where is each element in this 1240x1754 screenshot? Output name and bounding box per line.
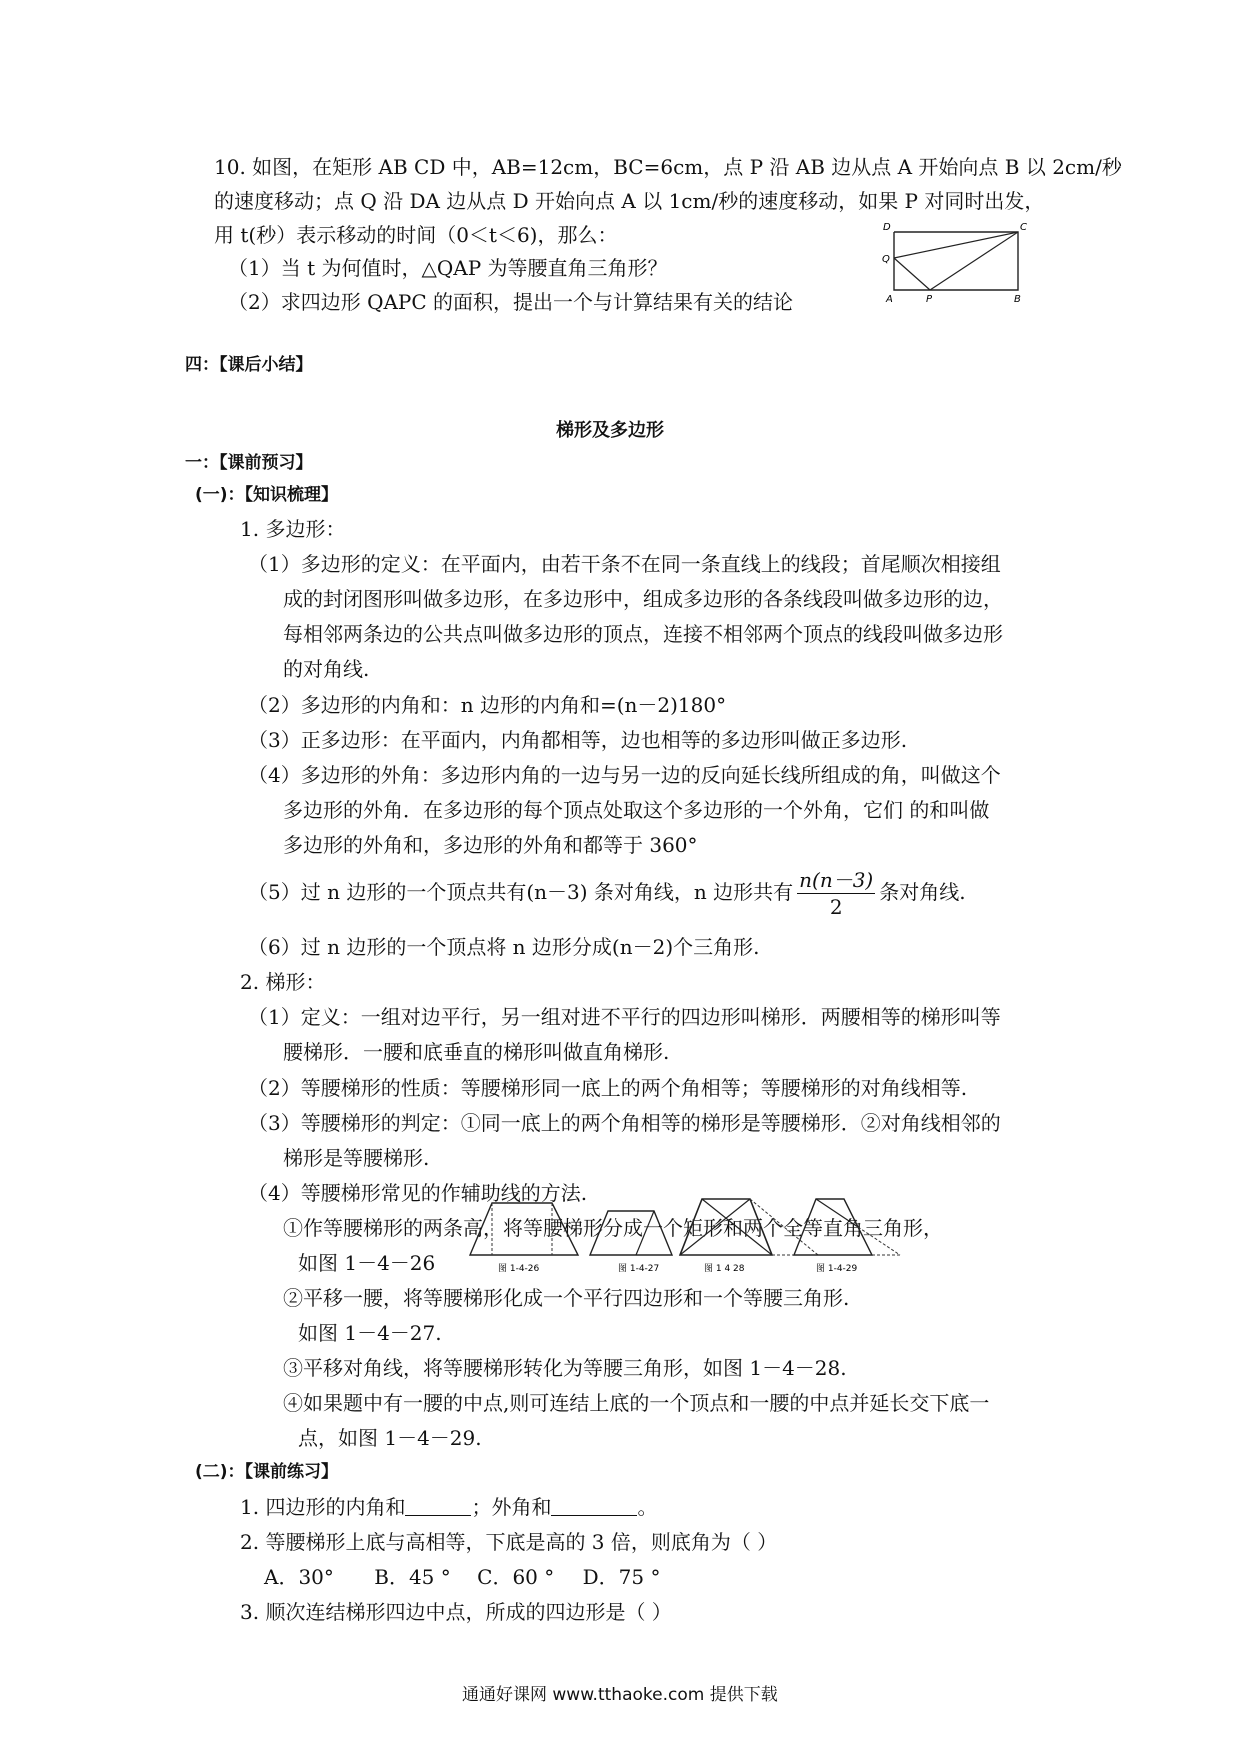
practice-question-1 xyxy=(240,1492,657,1522)
exterior-angle-line-2: 多边形的外角．在多边形的每个顶点处取这个多边形的一个外角，它们 的和叫做 xyxy=(283,798,990,822)
polygon-definition-line-2: 成的封闭图形叫做多边形，在多边形中，组成多边形的各条线段叫做多边形的边， xyxy=(283,587,1003,611)
trapezoid-figures xyxy=(468,1195,908,1277)
diagonal-fraction-denominator: 2 xyxy=(829,895,843,919)
label-p: P xyxy=(926,294,933,304)
option-c: C．60 ° xyxy=(477,1565,555,1589)
trapezoid-heading: 2. 梯形： xyxy=(240,970,326,994)
isosceles-trapezoid-criteria-line-1: （3）等腰梯形的判定：①同一底上的两个角相等的梯形是等腰梯形．②对角线相邻的 xyxy=(248,1111,1001,1135)
page-footer: 通通好课网 www.tthaoke.com 提供下载 xyxy=(462,1685,778,1705)
practice-question-2: 2. 等腰梯形上底与高相等，下底是高的 3 倍，则底角为（ ） xyxy=(240,1530,778,1554)
exterior-angle-sum-blank[interactable] xyxy=(551,1495,637,1516)
caption-1-4-28: 图 1 4 28 xyxy=(704,1264,745,1274)
option-a: A．30° xyxy=(264,1565,334,1589)
practice-heading: (二)：【课前练习】 xyxy=(195,1462,339,1482)
label-c: C xyxy=(1020,222,1027,233)
exterior-angle-line-3: 多边形的外角和，多边形的外角和都等于 360° xyxy=(283,833,698,857)
question-1-exterior-text: ；外角和 xyxy=(471,1495,552,1519)
diagonal-count-text: （5）过 n 边形的一个顶点共有(n－3) 条对角线，n 边形共有 xyxy=(248,880,794,904)
rectangle-abcd-figure xyxy=(880,222,1030,304)
question-2-options xyxy=(264,1562,660,1592)
figure-1-4-29 xyxy=(794,1199,900,1274)
caption-1-4-29: 图 1-4-29 xyxy=(816,1264,858,1274)
method-1-line-2: 如图 1－4－26 xyxy=(298,1251,436,1275)
method-1-line-1: ①作等腰梯形的两条高，将等腰梯形分成一个矩形和两个全等直角三角形， xyxy=(283,1216,943,1240)
caption-1-4-26: 图 1-4-26 xyxy=(498,1264,540,1274)
diagonal-fraction xyxy=(797,867,875,920)
figure-1-4-27 xyxy=(590,1211,672,1274)
label-q: Q xyxy=(882,254,890,265)
polygon-definition-line-3: 每相邻两条边的公共点叫做多边形的顶点，连接不相邻两个顶点的线段叫做多边形 xyxy=(283,622,1003,646)
polygon-interior-angle-sum: （2）多边形的内角和：n 边形的内角和=(n－2)180° xyxy=(248,693,727,717)
trapezoid-definition-line-1: （1）定义：一组对边平行，另一组对进不平行的四边形叫梯形．两腰相等的梯形叫等 xyxy=(248,1005,1001,1029)
problem-10-line-1: 10. 如图，在矩形 AB CD 中，AB=12cm，BC=6cm，点 P 沿 AB 边从点 A 开始向点 B 以 2cm/秒 xyxy=(214,155,1122,179)
section-title: 梯形及多边形 xyxy=(556,420,664,441)
auxiliary-line-methods: （4）等腰梯形常见的作辅助线的方法. xyxy=(248,1181,588,1205)
label-d: D xyxy=(883,222,891,233)
problem-10-line-3: 用 t(秒）表示移动的时间（0＜t＜6)，那么： xyxy=(214,223,618,247)
triangle-division: （6）过 n 边形的一个顶点将 n 边形分成(n－2)个三角形. xyxy=(248,935,760,959)
method-2-line-2: 如图 1－4－27. xyxy=(298,1321,442,1345)
isosceles-trapezoid-properties: （2）等腰梯形的性质：等腰梯形同一底上的两个角相等；等腰梯形的对角线相等. xyxy=(248,1076,968,1100)
option-b: B．45 ° xyxy=(374,1565,451,1589)
diagonal-count-suffix: 条对角线. xyxy=(879,880,966,904)
polygon-definition-line-1: （1）多边形的定义：在平面内，由若干条不在同一条直线上的线段；首尾顺次相接组 xyxy=(248,552,1001,576)
isosceles-trapezoid-criteria-line-2: 梯形是等腰梯形. xyxy=(283,1146,430,1170)
question-1-interior-text: 1. 四边形的内角和 xyxy=(240,1495,406,1519)
knowledge-heading: (一)：【知识梳理】 xyxy=(195,485,339,505)
question-1-end: 。 xyxy=(637,1495,658,1519)
polygon-heading: 1. 多边形： xyxy=(240,517,346,541)
method-4-line-1: ④如果题中有一腰的中点,则可连结上底的一个顶点和一腰的中点并延长交下底一 xyxy=(283,1391,990,1415)
summary-heading: 四：【课后小结】 xyxy=(185,355,313,375)
polygon-definition-line-4: 的对角线. xyxy=(283,657,370,681)
label-b: B xyxy=(1014,294,1021,304)
method-2-line-1: ②平移一腰，将等腰梯形化成一个平行四边形和一个等腰三角形. xyxy=(283,1286,850,1310)
diagonal-count-line xyxy=(248,866,966,920)
method-4-line-2: 点，如图 1－4－29. xyxy=(298,1426,482,1450)
figure-1-4-26 xyxy=(470,1203,578,1274)
regular-polygon: （3）正多边形：在平面内，内角都相等，边也相等的多边形叫做正多边形. xyxy=(248,728,908,752)
preview-heading: 一：【课前预习】 xyxy=(185,453,313,473)
label-a: A xyxy=(886,294,893,304)
caption-1-4-27: 图 1-4-27 xyxy=(618,1264,660,1274)
option-d: D．75 ° xyxy=(582,1565,661,1589)
method-3: ③平移对角线，将等腰梯形转化为等腰三角形，如图 1－4－28. xyxy=(283,1356,847,1380)
figure-1-4-28 xyxy=(680,1199,818,1274)
problem-10-question-1: （1）当 t 为何值时，△QAP 为等腰直角三角形？ xyxy=(228,256,668,280)
exterior-angle-line-1: （4）多边形的外角：多边形内角的一边与另一边的反向延长线所组成的角，叫做这个 xyxy=(248,763,1001,787)
problem-10-line-2: 的速度移动；点 Q 沿 DA 边从点 D 开始向点 A 以 1cm/秒的速度移动，如果 P 对同时出发， xyxy=(214,189,1045,213)
trapezoid-definition-line-2: 腰梯形．一腰和底垂直的梯形叫做直角梯形. xyxy=(283,1040,670,1064)
diagonal-fraction-numerator: n(n－3) xyxy=(799,868,874,892)
interior-angle-sum-blank[interactable] xyxy=(405,1495,471,1516)
practice-question-3: 3. 顺次连结梯形四边中点，所成的四边形是（ ） xyxy=(240,1600,672,1624)
problem-10-question-2: （2）求四边形 QAPC 的面积，提出一个与计算结果有关的结论 xyxy=(228,290,794,314)
